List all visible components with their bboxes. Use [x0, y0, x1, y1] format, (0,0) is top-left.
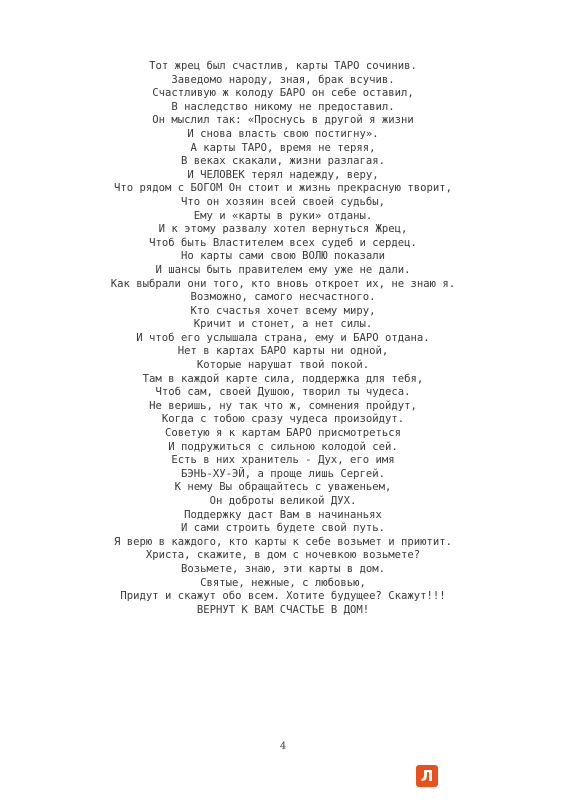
- poem-line: Я верю в каждого, кто карты к себе возьмет и приютит.: [113, 535, 453, 548]
- poem-line: БЭНЬ-ХУ-ЭЙ, а проще лишь Сергей.: [180, 467, 386, 480]
- poem-line: Святые, нежные, с любовью,: [200, 576, 366, 589]
- poem-line: Есть в них хранитель - Дух, его имя: [171, 454, 395, 467]
- poem-line: И шансы быть правителем ему уже не дали.: [155, 263, 411, 276]
- poem-line: К нему Вы обращайтесь с уваженьем,: [174, 481, 392, 494]
- poem-line: Когда с тобою сразу чудеса произойдут.: [161, 413, 405, 426]
- poem-line: Что рядом с БОГОМ Он стоит и жизнь прекрасную творит,: [113, 182, 453, 195]
- poem-line: И подружиться с сильною колодой сей.: [168, 440, 398, 453]
- poem-line: Что он хозяин всей своей судьбы,: [180, 195, 386, 208]
- poem-line: Не веришь, ну так что ж, сомнения пройдут,: [149, 399, 417, 412]
- poem-line: Кто счастья хочет всему миру,: [190, 304, 376, 317]
- poem-line: Возможно, самого несчастного.: [190, 291, 376, 304]
- poem-line: Возьмете, знаю, эти карты в дом.: [180, 562, 386, 575]
- poem-line: Чтоб сам, своей Душою, творил ты чудеса.: [155, 386, 411, 399]
- poem-line: В веках скакали, жизни разлагая.: [180, 155, 386, 168]
- poem-line: Советую я к картам БАРО присмотреться: [165, 427, 401, 440]
- poem-line: ВЕРНУТ К ВАМ СЧАСТЬЕ В ДОМ!: [196, 603, 370, 616]
- poem-line: Там в каждой карте сила, поддержка для тебя,: [142, 372, 424, 385]
- page-number: 4: [279, 741, 287, 752]
- poem-line: И к этому развалу хотел вернуться Жрец,: [158, 223, 408, 236]
- poem-line: В наследство никому не предоставил.: [171, 100, 395, 113]
- publisher-logo-icon: Л: [416, 765, 438, 787]
- poem-line: Чтоб быть Властителем всех судеб и сердец.: [149, 236, 417, 249]
- poem-line: Заведомо народу, зная, брак всучив.: [171, 73, 395, 86]
- poem-line: Кричит и стонет, а нет силы.: [193, 318, 373, 331]
- poem-line: И чтоб его услышала страна, ему и БАРО отдана.: [136, 331, 430, 344]
- poem-line: Придут и скажут обо всем. Хотите будущее? Скажут!!!: [120, 590, 446, 603]
- poem-line: А карты ТАРО, время не теряя,: [190, 141, 376, 154]
- poem-line: Тот жрец был счастлив, карты ТАРО сочинив.: [149, 60, 417, 72]
- poem-line: Но карты сами свою ВОЛЮ показали: [180, 250, 386, 263]
- poem-line: Он доброты великой ДУХ.: [209, 495, 357, 507]
- poem-line: Счастливую ж колоду БАРО он себе оставил,: [152, 87, 414, 100]
- poem-line: Ему и «карты в руки» отданы.: [193, 209, 373, 222]
- poem-line: И ЧЕЛОВЕК терял надежду, веру,: [187, 168, 379, 181]
- poem-line: И сами строить будете свой путь.: [180, 522, 386, 535]
- poem-line: Которые нарушат твой покой.: [196, 359, 370, 372]
- poem-line: И снова власть свою постигну».: [187, 127, 379, 140]
- poem-line: Он мыслил так: «Проснусь в другой я жизни: [152, 114, 414, 127]
- poem-line: Поддержку даст Вам в начинаньях: [184, 508, 382, 521]
- poem-line: Христа, скажите, в дом с ночевкою возьмете?: [145, 549, 421, 562]
- poem-text: [40, 60, 526, 617]
- poem-line: Как выбрали они того, кто вновь откроет их, не знаю я.: [110, 277, 456, 290]
- poem-line: Нет в картах БАРО карты ни одной,: [177, 345, 389, 358]
